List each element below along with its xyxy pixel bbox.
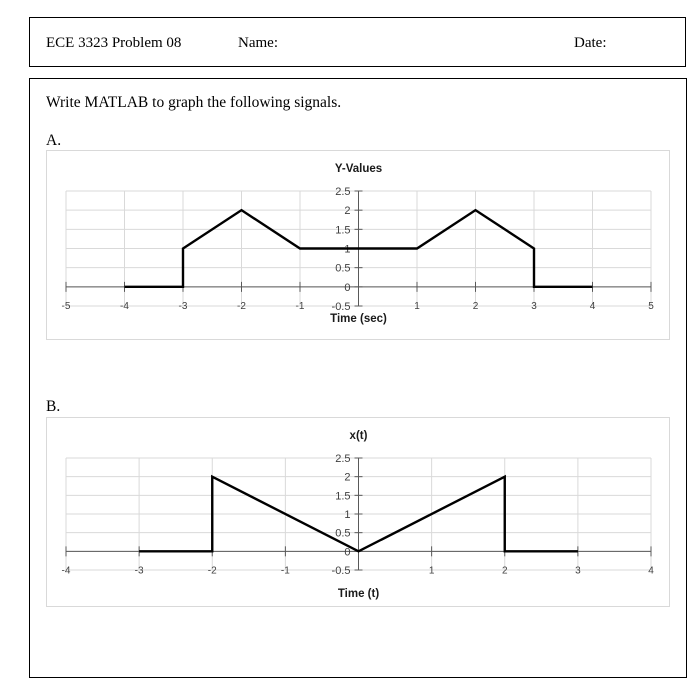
header-box <box>29 17 686 67</box>
y-tick-label: 0.5 <box>335 527 351 540</box>
y-tick-label: -0.5 <box>331 565 351 577</box>
y-tick-label: 2.5 <box>335 186 351 198</box>
y-tick-label: 0 <box>344 281 351 294</box>
y-tick-label: 2.5 <box>335 453 351 465</box>
y-tick-label: 1.5 <box>335 490 351 503</box>
x-tick-label: -5 <box>61 300 71 312</box>
x-tick-label: -3 <box>178 300 188 312</box>
x-tick-label: 4 <box>589 300 596 312</box>
y-tick-label: -0.5 <box>331 301 351 313</box>
date-label: Date: <box>574 35 607 51</box>
x-tick-label: -1 <box>295 300 305 312</box>
x-axis-label: Time (t) <box>337 588 380 600</box>
chart-b-frame <box>46 417 670 607</box>
x-tick-label: 5 <box>648 300 654 312</box>
course-title: ECE 3323 Problem 08 <box>46 35 182 51</box>
y-tick-label: 2 <box>344 471 351 484</box>
chart-a <box>47 151 669 339</box>
x-tick-label: -4 <box>120 300 129 312</box>
x-tick-label: 1 <box>428 565 435 577</box>
y-tick-label: 1 <box>344 509 351 521</box>
chart-a-frame <box>46 150 670 340</box>
instructions-text: Write MATLAB to graph the following signals. <box>46 94 342 111</box>
part-b-label: B. <box>46 398 61 415</box>
x-tick-label: -3 <box>134 565 144 577</box>
y-tick-label: 1.5 <box>335 224 351 237</box>
x-tick-label: 3 <box>575 565 581 577</box>
x-axis-label: Time (sec) <box>330 313 387 325</box>
chart-b <box>47 418 669 606</box>
name-label: Name: <box>238 35 278 51</box>
x-tick-label: -2 <box>237 300 246 312</box>
x-tick-label: 4 <box>648 565 654 577</box>
y-tick-label: 0 <box>344 546 351 559</box>
part-a-label: A. <box>46 132 62 149</box>
chart-title: Y-Values <box>334 163 383 175</box>
chart-title: x(t) <box>349 430 368 442</box>
x-tick-label: -4 <box>61 565 71 577</box>
x-tick-label: 2 <box>472 300 479 312</box>
x-tick-label: 3 <box>531 300 537 312</box>
x-tick-label: -2 <box>207 565 217 577</box>
x-tick-label: 2 <box>501 565 508 577</box>
y-tick-label: 0.5 <box>335 262 351 275</box>
x-tick-label: -1 <box>280 565 290 577</box>
x-tick-label: 1 <box>414 300 420 312</box>
y-tick-label: 2 <box>344 205 351 218</box>
y-tick-label: 1 <box>344 243 351 256</box>
